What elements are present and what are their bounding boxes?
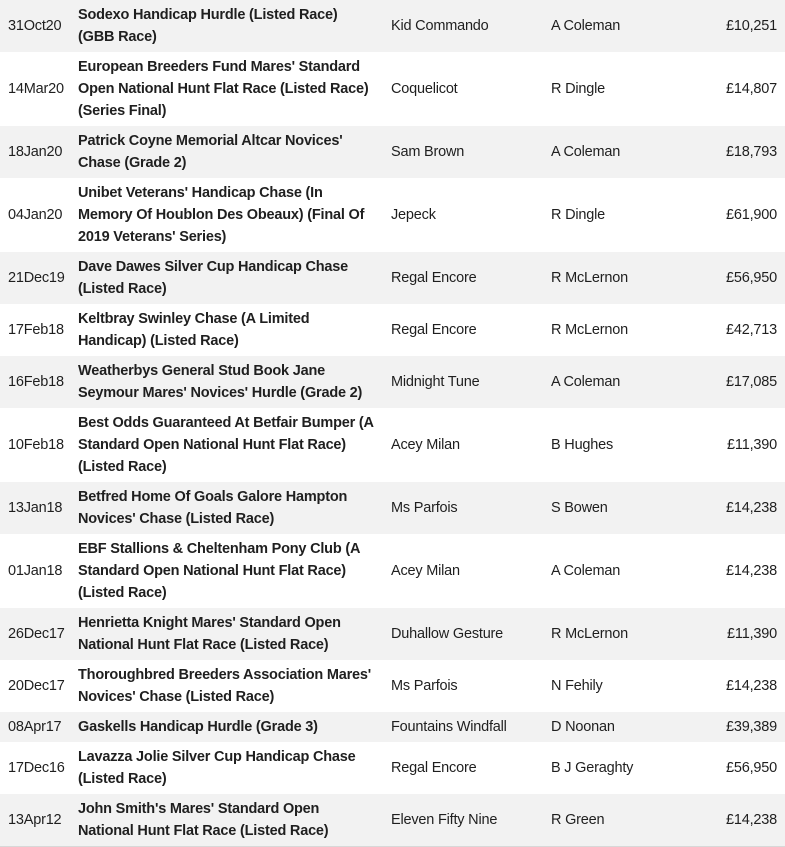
jockey-name: D Noonan — [551, 719, 615, 735]
result-date: 18Jan20 — [8, 144, 63, 160]
prize-money: £14,238 — [725, 563, 777, 579]
race-name[interactable]: Weatherbys General Stud Book Jane Seymour Mares' Novices' Hurdle (Grade 2) — [78, 363, 363, 401]
horse-name: Kid Commando — [391, 18, 489, 34]
race-name[interactable]: Thoroughbred Breeders Association Mares' Novices' Chase (Listed Race) — [78, 667, 372, 705]
prize-money: £11,390 — [727, 437, 777, 453]
race-name[interactable]: Best Odds Guaranteed At Betfair Bumper (A Standard Open National Hunt Flat Race) (Listed Race) — [78, 415, 374, 475]
result-date: 16Feb18 — [8, 374, 64, 390]
prize-money: £14,238 — [725, 678, 777, 694]
prize-money: £18,793 — [725, 144, 777, 160]
result-row[interactable] — [0, 304, 785, 356]
horse-name: Midnight Tune — [391, 374, 480, 390]
result-row[interactable] — [0, 534, 785, 608]
jockey-name: R Dingle — [551, 207, 606, 223]
horse-name: Ms Parfois — [391, 678, 458, 694]
result-row[interactable] — [0, 356, 785, 408]
prize-money: £11,390 — [727, 626, 777, 642]
result-date: 13Jan18 — [8, 500, 63, 516]
race-name[interactable]: Patrick Coyne Memorial Altcar Novices' Chase (Grade 2) — [78, 133, 343, 171]
jockey-name: R McLernon — [551, 322, 628, 338]
horse-name: Regal Encore — [391, 270, 477, 286]
jockey-name: B Hughes — [551, 437, 614, 453]
result-row[interactable] — [0, 252, 785, 304]
race-name[interactable]: Unibet Veterans' Handicap Chase (In Memory Of Houblon Des Obeaux) (Final Of 2019 Veterans' Series) — [78, 185, 365, 245]
result-date: 26Dec17 — [8, 626, 65, 642]
race-name[interactable]: European Breeders Fund Mares' Standard Open National Hunt Flat Race (Listed Race) (Series Final) — [78, 59, 369, 119]
race-name[interactable]: Gaskells Handicap Hurdle (Grade 3) — [78, 719, 318, 735]
jockey-name: R McLernon — [551, 626, 628, 642]
prize-money: £61,900 — [725, 207, 777, 223]
jockey-name: S Bowen — [551, 500, 608, 516]
prize-money: £56,950 — [725, 270, 777, 286]
horse-name: Fountains Windfall — [391, 719, 507, 735]
result-date: 01Jan18 — [8, 563, 63, 579]
result-date: 20Dec17 — [8, 678, 65, 694]
jockey-name: B J Geraghty — [551, 760, 634, 776]
result-row[interactable] — [0, 660, 785, 712]
result-date: 10Feb18 — [8, 437, 64, 453]
result-row[interactable] — [0, 178, 785, 252]
race-name[interactable]: Keltbray Swinley Chase (A Limited Handicap) (Listed Race) — [78, 311, 310, 349]
result-row[interactable] — [0, 608, 785, 660]
prize-money: £42,713 — [725, 322, 777, 338]
result-date: 21Dec19 — [8, 270, 65, 286]
result-row[interactable] — [0, 794, 785, 847]
race-name[interactable]: Dave Dawes Silver Cup Handicap Chase (Listed Race) — [78, 259, 349, 297]
result-row[interactable] — [0, 408, 785, 482]
horse-name: Ms Parfois — [391, 500, 458, 516]
jockey-name: A Coleman — [551, 18, 621, 34]
result-row[interactable] — [0, 52, 785, 126]
prize-money: £14,807 — [725, 81, 777, 97]
result-date: 08Apr17 — [8, 719, 62, 735]
result-date: 04Jan20 — [8, 207, 63, 223]
prize-money: £14,238 — [725, 500, 777, 516]
horse-name: Sam Brown — [391, 144, 465, 160]
jockey-name: R McLernon — [551, 270, 628, 286]
jockey-name: R Dingle — [551, 81, 606, 97]
jockey-name: A Coleman — [551, 374, 621, 390]
jockey-name: A Coleman — [551, 144, 621, 160]
result-row[interactable] — [0, 712, 785, 742]
result-row[interactable] — [0, 0, 785, 52]
jockey-name: R Green — [551, 812, 605, 828]
race-name[interactable]: EBF Stallions & Cheltenham Pony Club (A Standard Open National Hunt Flat Race) (Listed Race) — [78, 541, 360, 601]
race-name[interactable]: Henrietta Knight Mares' Standard Open National Hunt Flat Race (Listed Race) — [78, 615, 341, 653]
race-name[interactable]: Sodexo Handicap Hurdle (Listed Race) (GBB Race) — [78, 7, 338, 45]
prize-money: £17,085 — [725, 374, 777, 390]
result-row[interactable] — [0, 742, 785, 794]
result-date: 14Mar20 — [8, 81, 64, 97]
prize-money: £56,950 — [725, 760, 777, 776]
horse-name: Regal Encore — [391, 322, 477, 338]
horse-name: Duhallow Gesture — [391, 626, 504, 642]
race-name[interactable]: Betfred Home Of Goals Galore Hampton Novices' Chase (Listed Race) — [78, 489, 348, 527]
result-date: 17Dec16 — [8, 760, 65, 776]
result-date: 31Oct20 — [8, 18, 62, 34]
prize-money: £39,389 — [725, 719, 777, 735]
race-name[interactable]: Lavazza Jolie Silver Cup Handicap Chase (Listed Race) — [78, 749, 356, 787]
result-date: 17Feb18 — [8, 322, 64, 338]
jockey-name: N Fehily — [551, 678, 603, 694]
result-row[interactable] — [0, 126, 785, 178]
prize-money: £10,251 — [725, 18, 777, 34]
horse-name: Eleven Fifty Nine — [391, 812, 498, 828]
horse-name: Acey Milan — [391, 437, 460, 453]
horse-name: Acey Milan — [391, 563, 460, 579]
result-date: 13Apr12 — [8, 812, 62, 828]
jockey-name: A Coleman — [551, 563, 621, 579]
horse-name: Jepeck — [391, 207, 436, 223]
prize-money: £14,238 — [725, 812, 777, 828]
result-row[interactable] — [0, 482, 785, 534]
horse-name: Regal Encore — [391, 760, 477, 776]
race-name[interactable]: John Smith's Mares' Standard Open National Hunt Flat Race (Listed Race) — [78, 801, 329, 839]
horse-name: Coquelicot — [391, 81, 458, 97]
